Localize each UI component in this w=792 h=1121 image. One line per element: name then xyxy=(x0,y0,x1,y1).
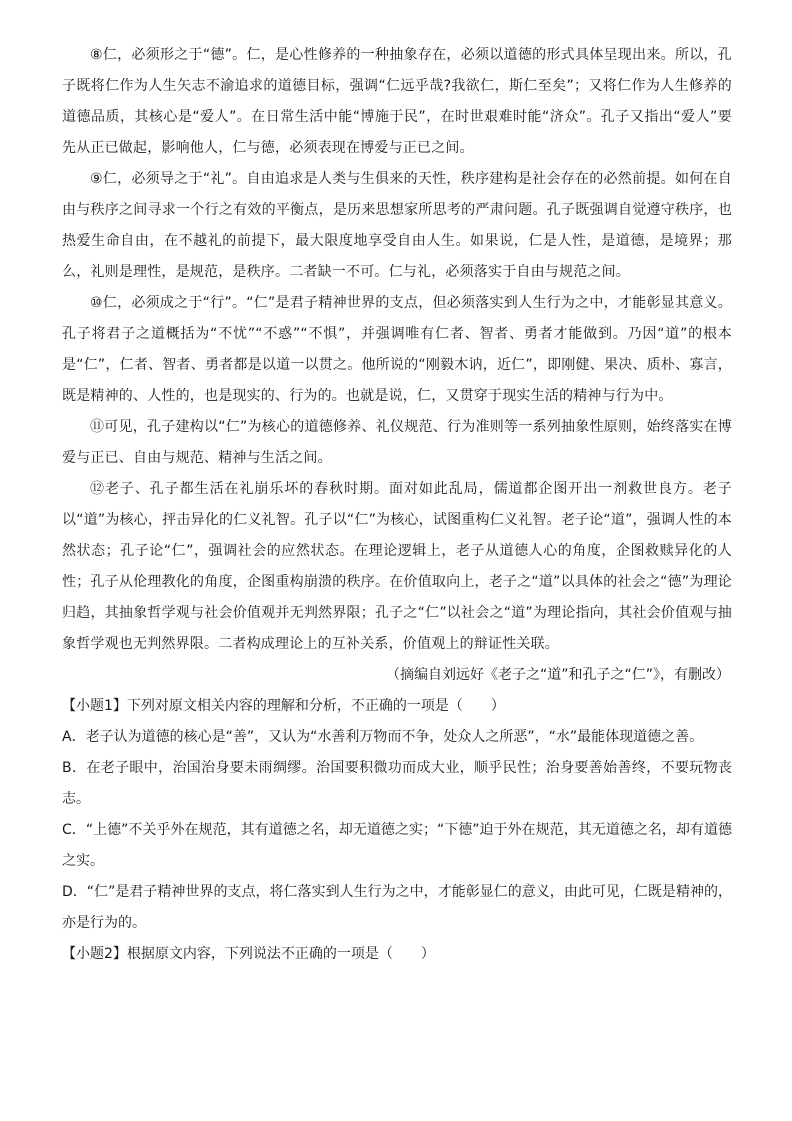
question-1 xyxy=(62,691,732,939)
question-1-stem: 【小题1】下列对原文相关内容的理解和分析，不正确的一项是（ ） xyxy=(62,698,505,714)
source-citation: （摘编自刘远好《老子之“道”和孔子之“仁”》，有删改） xyxy=(385,667,730,683)
passage xyxy=(62,40,732,691)
paragraph-12: ⑫老子、孔子都生活在礼崩乐坏的春秋时期。面对如此乱局，儒道都企图开出一剂救世良方。老子以“道”为核心，抨击异化的仁义礼智。孔子以“仁”为核心，试图重构仁义礼智。老子论“道”，强调人性的本然状态；孔子论“仁”，强调社会的应然状态。在理论逻辑上，老子从道德人心的角度，企图救赎异化的人性；孔子从伦理教化的角度，企图重构崩溃的秩序。在价值取向上，老子之“道”以具体的社会之“德”为理论归趋，其抽象哲学观与社会价值观并无判然界限；孔子之“仁”以社会之“道”为理论指向，其社会价值观与抽象哲学观也无判然界限。二者构成理论上的互补关系，价值观上的辩证性关联。 xyxy=(62,481,732,652)
paragraph-9: ⑨仁，必须导之于“礼”。自由追求是人类与生俱来的天性，秩序建构是社会存在的必然前提。如何在自由与秩序之间寻求一个行之有效的平衡点，是历来思想家所思考的严肃问题。孔子既强调自觉遵守秩序，也热爱生命自由，在不越礼的前提下，最大限度地享受自由人生。如果说，仁是人性，是道德，是境界；那么，礼则是理性，是规范，是秩序。二者缺一不可。仁与礼，必须落实于自由与规范之间。 xyxy=(62,171,732,280)
question-1-option-c: C．“上德”不关乎外在规范，其有道德之名，却无道德之实；“下德”迫于外在规范，其无道德之名，却有道德之实。 xyxy=(62,822,732,869)
paragraph-11: ⑪可见，孔子建构以“仁”为核心的道德修养、礼仪规范、行为准则等一系列抽象性原则，始终落实在博爱与正已、自由与规范、精神与生活之间。 xyxy=(62,419,732,466)
paragraph-8: ⑧仁，必须形之于“德”。仁，是心性修养的一种抽象存在，必须以道德的形式具体呈现出来。所以，孔子既将仁作为人生矢志不渝追求的道德目标，强调“仁远乎哉?我欲仁，斯仁至矣”；又将仁作为人生修养的道德品质，其核心是“爱人”。在日常生活中能“博施于民”，在时世艰难时能“济众”。孔子又指出“爱人”要先从正已做起，影响他人，仁与德，必须表现在博爱与正已之间。 xyxy=(62,47,732,156)
paragraph-10: ⑩仁，必须成之于“行”。“仁”是君子精神世界的支点，但必须落实到人生行为之中，才能彰显其意义。孔子将君子之道概括为“不忧”“不惑”“不惧”，并强调唯有仁者、智者、勇者才能做到。乃因“道”的根本是“仁”，仁者、智者、勇者都是以道一以贯之。他所说的“刚毅木讷，近仁”，即刚健、果决、质朴、寡言，既是精神的、人性的，也是现实的、行为的。也就是说，仁，又贯穿于现实生活的精神与行为中。 xyxy=(62,295,732,404)
question-2-stem: 【小题2】根据原文内容，下列说法不正确的一项是（ ） xyxy=(62,946,435,962)
question-1-option-b: B．在老子眼中，治国治身要未雨绸缪。治国要积微功而成大业，顺乎民性；治身要善始善终，不要玩物丧志。 xyxy=(62,760,732,807)
question-2 xyxy=(62,939,732,970)
question-1-option-d: D．“仁”是君子精神世界的支点，将仁落实到人生行为之中，才能彰显仁的意义，由此可见，仁既是精神的，亦是行为的。 xyxy=(62,884,732,931)
question-1-option-a: A．老子认为道德的核心是“善”，又认为“水善利万物而不争，处众人之所恶”，“水”最能体现道德之善。 xyxy=(62,729,704,745)
document-page xyxy=(62,40,732,970)
